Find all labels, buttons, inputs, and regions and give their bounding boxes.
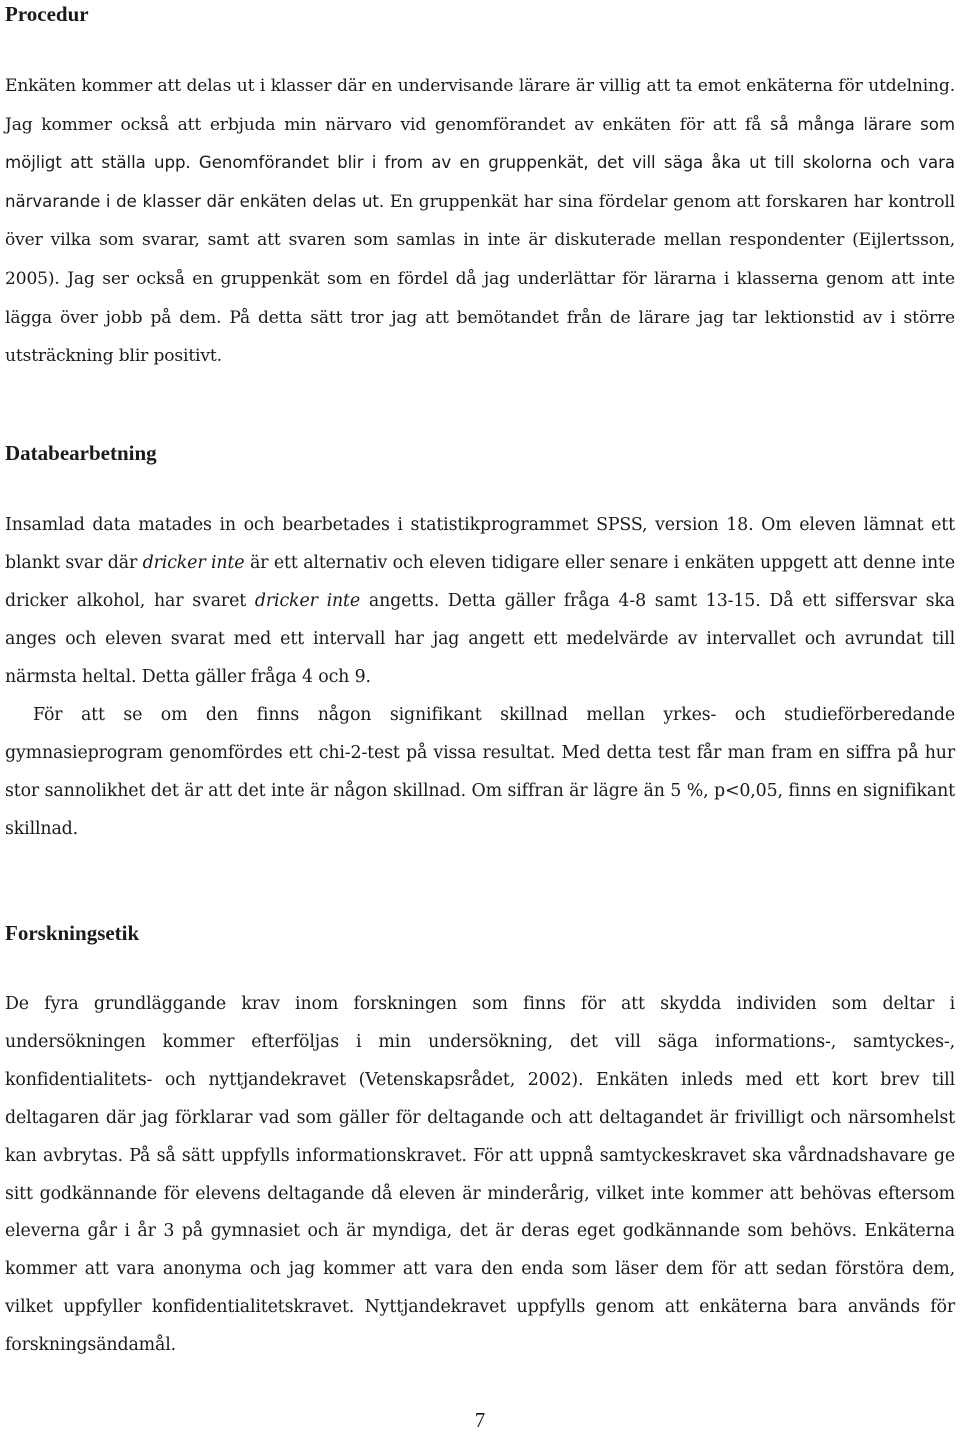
section-heading-databearbetning: Databearbetning — [5, 441, 157, 465]
section-heading-forskningsetik: Forskningsetik — [5, 921, 140, 945]
section-heading-procedur: Procedur — [5, 2, 89, 26]
italic-term-dricker-inte-1: dricker inte — [142, 553, 245, 573]
procedur-text-2: så många lärare som möjligt att ställa upp. Genomförandet blir i from av en gruppenkät, det vill säga åka ut till skolorna och vara närvarande i de klasser där enkäten delas ut. — [5, 114, 955, 211]
paragraph-forskningsetik: De fyra grundläggande krav inom forskningen som finns för att skydda individen som deltar i undersökningen kommer efterföljas i min undersökning, det vill säga informations-, samtyckes-, konfidentialitets- och nyttjandekravet (Vetenskapsrådet, 2002). Enkäten inleds med ett kort brev till deltagaren där jag förklarar vad som gäller för deltagande och att deltagandet är frivilligt och närsomhelst kan avbrytas. På så sätt uppfylls informationskravet. För att uppnå samtyckeskravet ska vårdnadshavare ge sitt godkännande för elevens deltagande då eleven är minderårig, vilket inte kommer att behövas eftersom eleverna går i år 3 på gymnasiet och är myndiga, det är deras eget godkännande som behövs. Enkäterna kommer att vara anonyma och jag kommer att vara den enda som läser dem för att sedan förstöra dem, vilket uppfyller konfidentialitetskravet. Nyttjandekravet uppfylls genom att enkäterna bara används för forskningsändamål. — [5, 994, 955, 1356]
databearbetning-text-2: är ett alternativ och eleven tidigare eller senare i enkäten uppgett att denne inte dricker alkohol, har svaret — [5, 553, 956, 611]
databearbetning-text-1: Insamlad data matades in och bearbetades i statistikprogrammet SPSS, version 18. Om eleven lämnat ett blankt svar där — [5, 515, 955, 573]
paragraph-databearbetning-1 — [5, 506, 955, 696]
paragraph-databearbetning-2: För att se om den finns någon signifikant skillnad mellan yrkes- och studieförberedande gymnasieprogram genomfördes ett chi-2-test på vissa resultat. Med detta test får man fram en siffra på hur stor sannolikhet det är att det inte är någon skillnad. Om siffran är lägre än 5 %, p<0,05, finns en signifikant skillnad. — [5, 705, 955, 839]
italic-term-dricker-inte-2: dricker inte — [254, 591, 361, 611]
procedur-text-3: En gruppenkät har sina fördelar genom att forskaren har kontroll över vilka som svarar, samt att svaren som samlas in inte är diskuterade mellan respondenter (Eijlertsson, 2005). Jag ser också en gruppenkät som en fördel då jag underlättar för lärarna i klasserna genom att inte lägga över jobb på dem. På detta sätt tror jag att bemötandet från de lärare jag tar lektionstid av i större utsträckning blir positivt. — [5, 191, 955, 367]
databearbetning-text-3: angetts. Detta gäller fråga 4-8 samt 13-15. Då ett siffersvar ska anges och eleven svarat med ett intervall har jag angett ett medelvärde av intervallet och avrundat till närmsta heltal. Detta gäller fråga 4 och 9. — [5, 591, 955, 687]
procedur-text-1: Enkäten kommer att delas ut i klasser där en undervisande lärare är villig att ta emot enkäterna för utdelning. Jag kommer också att erbjuda min närvaro vid genomförandet av enkäten för att få — [5, 76, 955, 135]
paragraph-procedur — [5, 67, 955, 376]
page-number: 7 — [474, 1408, 486, 1432]
